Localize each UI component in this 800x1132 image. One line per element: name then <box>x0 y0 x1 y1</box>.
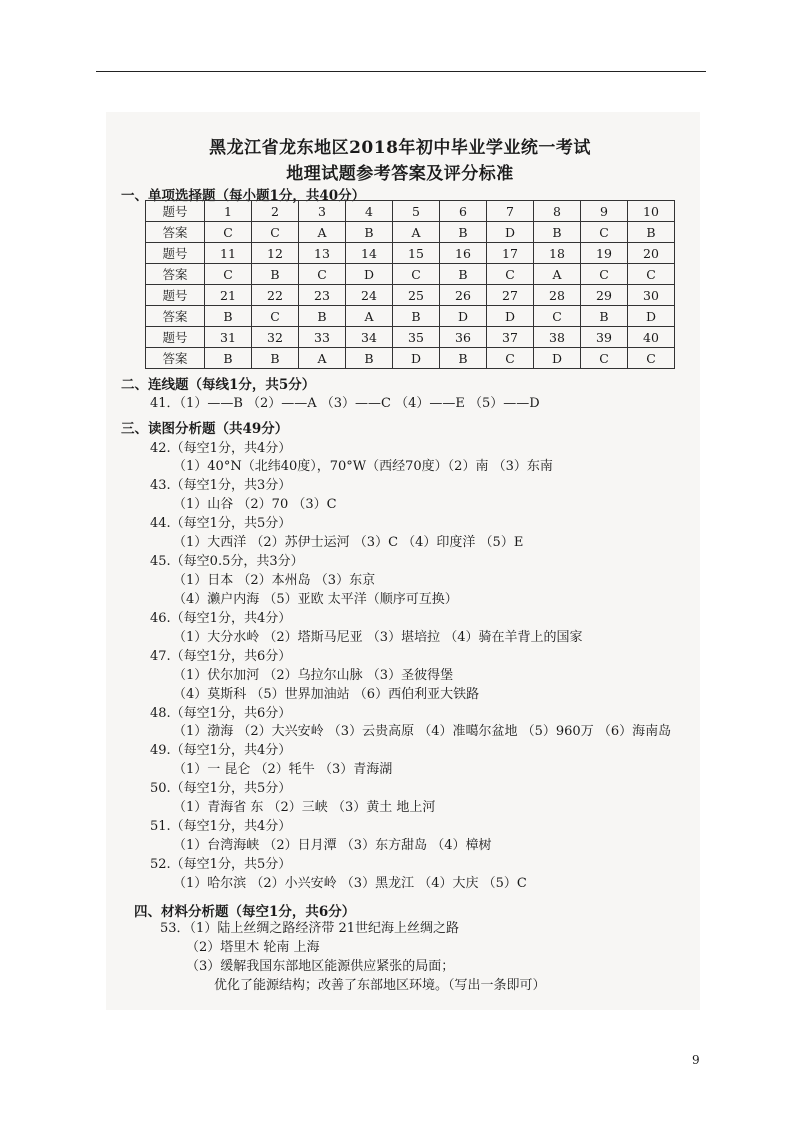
answer-letter: C <box>581 264 628 285</box>
row-label-question: 题号 <box>146 327 205 348</box>
answer-letter: C <box>487 264 534 285</box>
answer-letter: D <box>628 306 675 327</box>
question-number: 9 <box>581 201 628 222</box>
question-number: 22 <box>252 285 299 306</box>
question-number: 27 <box>487 285 534 306</box>
question-number: 38 <box>534 327 581 348</box>
answer-row <box>146 306 675 327</box>
answer-line: （2）塔里木 轮南 上海 <box>186 940 320 955</box>
answer-row <box>146 222 675 243</box>
question-number: 37 <box>487 327 534 348</box>
question-number: 13 <box>299 243 346 264</box>
answer-letter: D <box>440 306 487 327</box>
answer-letter: C <box>581 348 628 369</box>
row-label-question: 题号 <box>146 201 205 222</box>
answer-letter: B <box>252 264 299 285</box>
answer-letter: D <box>393 348 440 369</box>
question-row <box>146 243 675 264</box>
row-label-answer: 答案 <box>146 222 205 243</box>
answer-line: 优化了能源结构；改善了东部地区环境。（写出一条即可） <box>214 978 546 993</box>
question-header: 47.（每空1分，共6分） <box>150 649 292 664</box>
answer-letter: D <box>534 348 581 369</box>
answer-letter: C <box>252 222 299 243</box>
question-number: 16 <box>440 243 487 264</box>
answer-letter: B <box>393 306 440 327</box>
question-number: 33 <box>299 327 346 348</box>
answer-letter: A <box>393 222 440 243</box>
question-row <box>146 285 675 306</box>
page-number: 9 <box>692 1053 700 1067</box>
question-number: 23 <box>299 285 346 306</box>
header-rule <box>96 71 706 72</box>
answer-letter: B <box>440 348 487 369</box>
answer-line: （1）台湾海峡 （2）日月潭 （3）东方甜岛 （4）樟树 <box>173 838 492 853</box>
row-label-answer: 答案 <box>146 306 205 327</box>
section3-heading: 三、读图分析题（共49分） <box>121 421 289 437</box>
question-number: 10 <box>628 201 675 222</box>
row-label-answer: 答案 <box>146 348 205 369</box>
section4-heading: 四、材料分析题（每空1分，共6分） <box>134 904 356 920</box>
answer-letter: C <box>628 348 675 369</box>
row-label-answer: 答案 <box>146 264 205 285</box>
row-label-question: 题号 <box>146 285 205 306</box>
question-number: 17 <box>487 243 534 264</box>
answer-line: （1）一 昆仑 （2）牦牛 （3）青海湖 <box>173 762 393 777</box>
question-number: 20 <box>628 243 675 264</box>
answer-letter: C <box>534 306 581 327</box>
answer-letter: B <box>205 348 252 369</box>
question-number: 29 <box>581 285 628 306</box>
answer-letter: C <box>581 222 628 243</box>
answer-letter: A <box>299 222 346 243</box>
question-number: 3 <box>299 201 346 222</box>
answer-row <box>146 264 675 285</box>
answer-letter: B <box>534 222 581 243</box>
question-header: 44.（每空1分，共5分） <box>150 516 292 531</box>
answer-letter: B <box>346 222 393 243</box>
answer-line: （1）日本 （2）本州岛 （3）东京 <box>173 573 376 588</box>
question-number: 21 <box>205 285 252 306</box>
question-header: 43.（每空1分，共3分） <box>150 478 292 493</box>
question-header: 46.（每空1分，共4分） <box>150 611 292 626</box>
answer-letter: C <box>205 264 252 285</box>
question-header: 52.（每空1分，共5分） <box>150 857 292 872</box>
answer-line: （1）青海省 东 （2）三峡 （3）黄土 地上河 <box>173 800 436 815</box>
answer-letter: A <box>346 306 393 327</box>
answer-letter: B <box>299 306 346 327</box>
question-number: 12 <box>252 243 299 264</box>
answer-line: （4）莫斯科 （5）世界加油站 （6）西伯利亚大铁路 <box>173 687 480 702</box>
answer-line: （1）大分水岭 （2）塔斯马尼亚 （3）堪培拉 （4）骑在羊背上的国家 <box>173 630 583 645</box>
answer-letter: C <box>205 222 252 243</box>
question-number: 28 <box>534 285 581 306</box>
question-number: 11 <box>205 243 252 264</box>
question-header: 48.（每空1分，共6分） <box>150 706 292 721</box>
answer-letter: D <box>487 222 534 243</box>
answer-line-41: 41．（1）——B （2）——A （3）——C （4）——E （5）——D <box>150 396 540 411</box>
answer-table <box>145 200 675 369</box>
answer-letter: C <box>252 306 299 327</box>
answer-letter: C <box>393 264 440 285</box>
answer-line-53: 53．（1）陆上丝绸之路经济带 21世纪海上丝绸之路 <box>160 921 459 936</box>
question-number: 15 <box>393 243 440 264</box>
question-header: 49.（每空1分，共4分） <box>150 743 292 758</box>
answer-letter: B <box>346 348 393 369</box>
question-header: 45.（每空0.5分，共3分） <box>150 554 304 569</box>
section2-heading: 二、连线题（每线1分，共5分） <box>121 377 316 393</box>
question-number: 34 <box>346 327 393 348</box>
document-title: 黑龙江省龙东地区2018年初中毕业学业统一考试 <box>209 138 591 158</box>
question-number: 32 <box>252 327 299 348</box>
answer-letter: A <box>534 264 581 285</box>
answer-letter: D <box>487 306 534 327</box>
question-number: 40 <box>628 327 675 348</box>
question-number: 7 <box>487 201 534 222</box>
question-row <box>146 201 675 222</box>
question-number: 35 <box>393 327 440 348</box>
answer-row <box>146 348 675 369</box>
answer-letter: B <box>205 306 252 327</box>
answer-letter: B <box>440 222 487 243</box>
question-number: 6 <box>440 201 487 222</box>
question-number: 30 <box>628 285 675 306</box>
question-number: 14 <box>346 243 393 264</box>
question-number: 2 <box>252 201 299 222</box>
question-number: 31 <box>205 327 252 348</box>
question-header: 50.（每空1分，共5分） <box>150 781 292 796</box>
question-number: 1 <box>205 201 252 222</box>
answer-letter: D <box>346 264 393 285</box>
answer-line: （1）渤海 （2）大兴安岭 （3）云贵高原 （4）准噶尔盆地 （5）960万 （6）海南岛 <box>173 724 672 739</box>
answer-letter: B <box>252 348 299 369</box>
question-number: 5 <box>393 201 440 222</box>
answer-letter: B <box>628 222 675 243</box>
answer-line: （1）山谷 （2）70 （3）C <box>173 497 337 512</box>
document-subtitle: 地理试题参考答案及评分标准 <box>286 164 514 184</box>
answer-line: （1）大西洋 （2）苏伊士运河 （3）C （4）印度洋 （5）E <box>173 535 524 550</box>
question-header: 42.（每空1分，共4分） <box>150 441 292 456</box>
answer-letter: B <box>440 264 487 285</box>
question-row <box>146 327 675 348</box>
answer-letter: B <box>581 306 628 327</box>
question-number: 24 <box>346 285 393 306</box>
question-number: 8 <box>534 201 581 222</box>
answer-letter: C <box>487 348 534 369</box>
question-number: 19 <box>581 243 628 264</box>
section1-heading: 一、单项选择题（每小题1分，共40分） <box>121 188 366 204</box>
answer-line: （1）哈尔滨 （2）小兴安岭 （3）黑龙江 （4）大庆 （5）C <box>173 876 527 891</box>
question-number: 25 <box>393 285 440 306</box>
row-label-question: 题号 <box>146 243 205 264</box>
question-number: 18 <box>534 243 581 264</box>
question-number: 26 <box>440 285 487 306</box>
answer-letter: C <box>299 264 346 285</box>
answer-letter: C <box>628 264 675 285</box>
question-header: 51.（每空1分，共4分） <box>150 819 292 834</box>
answer-letter: A <box>299 348 346 369</box>
question-number: 39 <box>581 327 628 348</box>
answer-line: （1）40°N（北纬40度），70°W（西经70度）（2）南 （3）东南 <box>173 459 553 474</box>
answer-line: （1）伏尔加河 （2）乌拉尔山脉 （3）圣彼得堡 <box>173 668 454 683</box>
answer-line: （3）缓解我国东部地区能源供应紧张的局面； <box>186 959 455 974</box>
question-number: 4 <box>346 201 393 222</box>
question-number: 36 <box>440 327 487 348</box>
answer-line: （4）濑户内海 （5）亚欧 太平洋（顺序可互换） <box>173 592 458 607</box>
